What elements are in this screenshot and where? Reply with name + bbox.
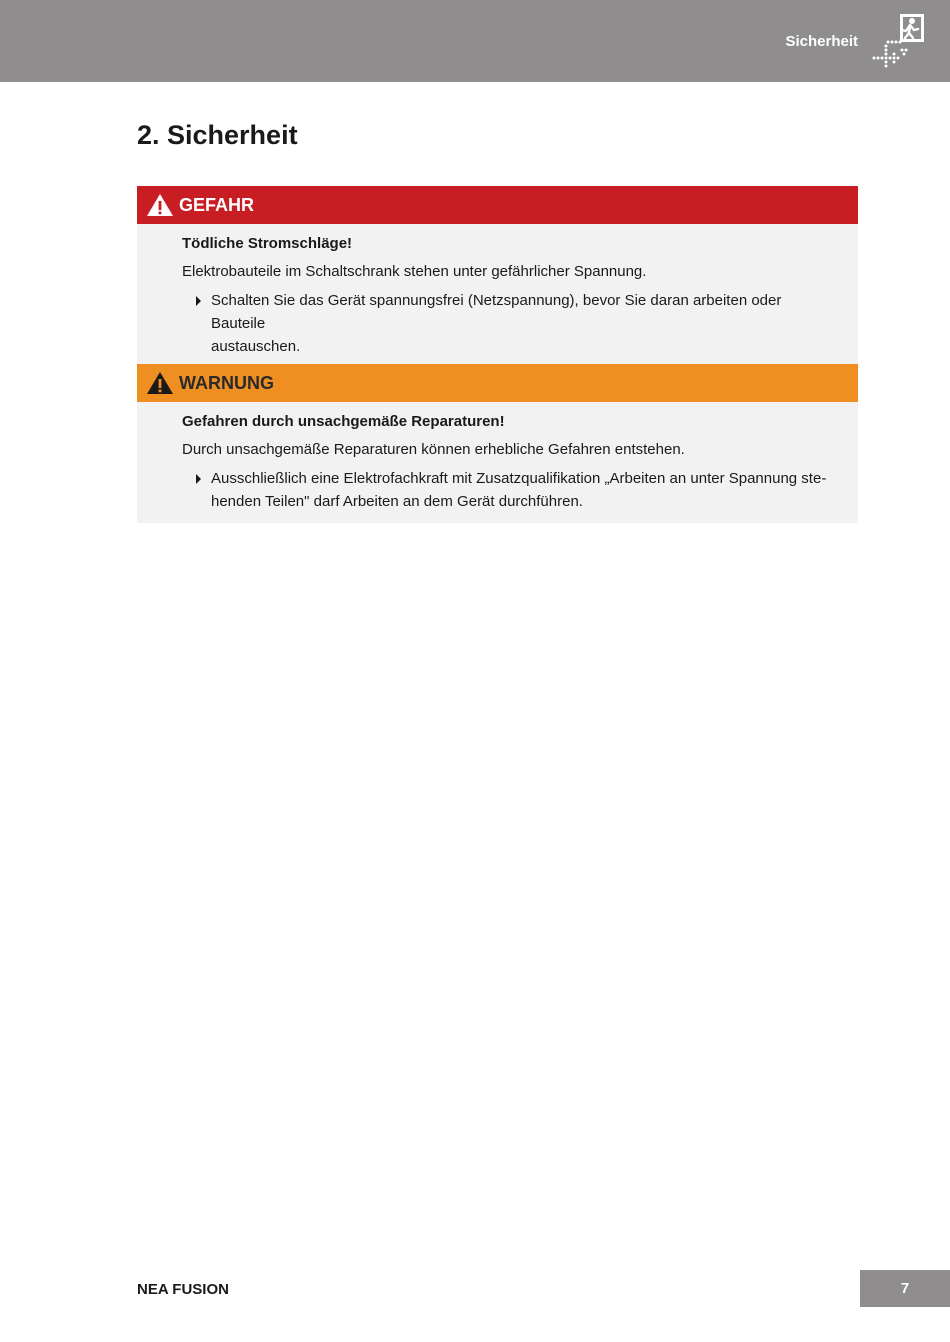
warning-instruction-line-1: Ausschließlich eine Elektrofachkraft mit Zusatzqualifikation „Arbeiten an unter Spannung ste- — [211, 470, 827, 487]
page-number: 7 — [860, 1270, 950, 1307]
danger-notice — [137, 186, 858, 368]
warning-triangle-icon — [146, 371, 174, 395]
danger-label: GEFAHR — [179, 194, 255, 215]
danger-body — [137, 224, 858, 368]
danger-subtitle: Tödliche Stromschläge! — [182, 235, 353, 252]
danger-instruction — [182, 289, 828, 358]
warning-notice — [137, 364, 858, 523]
danger-description: Elektrobauteile im Schaltschrank stehen unter gefährlicher Spannung. — [182, 263, 647, 280]
warning-subtitle: Gefahren durch unsachgemäße Reparaturen! — [182, 413, 505, 430]
page-title: 2. Sicherheit — [137, 120, 298, 150]
warning-instruction-line-2: henden Teilen" darf Arbeiten an dem Gerät durchführen. — [211, 493, 583, 510]
warning-instruction — [182, 467, 828, 513]
danger-instruction-line-2: austauschen. — [211, 338, 301, 355]
danger-instruction-line-1: Schalten Sie das Gerät spannungsfrei (Netzspannung), bevor Sie daran arbeiten oder Bauteile — [211, 292, 782, 332]
warning-label: WARNUNG — [179, 372, 274, 393]
warning-body — [137, 402, 858, 523]
emergency-exit-icon — [868, 12, 926, 72]
warning-description: Durch unsachgemäße Reparaturen können erhebliche Gefahren entstehen. — [182, 441, 685, 458]
footer-product-name: NEA FUSION — [137, 1281, 229, 1298]
header-section-title: Sicherheit — [785, 33, 858, 50]
danger-header — [137, 186, 858, 224]
warning-header — [137, 364, 858, 402]
warning-triangle-icon — [146, 193, 174, 217]
bullet-arrow-icon — [196, 296, 201, 306]
bullet-arrow-icon — [196, 474, 201, 484]
header-bar — [0, 0, 950, 82]
